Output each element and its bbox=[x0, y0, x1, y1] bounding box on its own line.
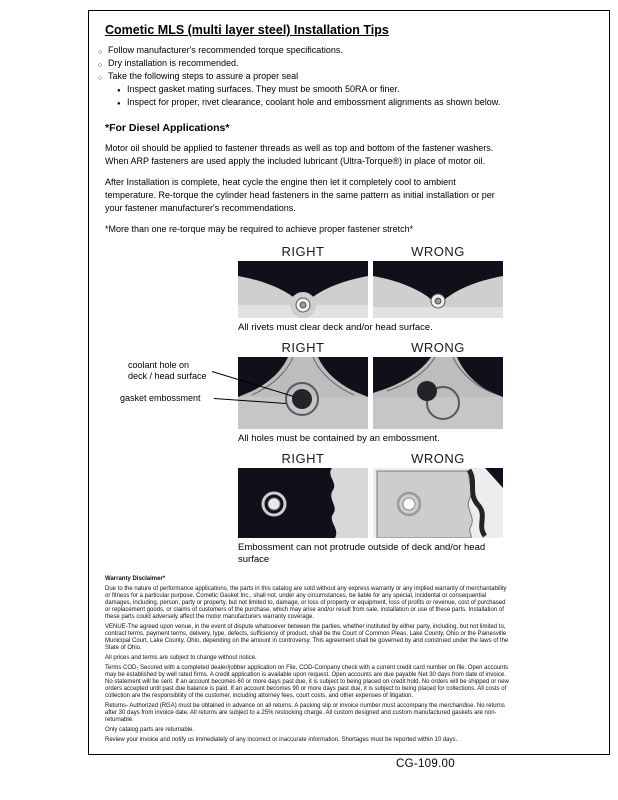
tip-text: Dry installation is recommended. bbox=[108, 58, 239, 68]
diesel-paragraph-3: *More than one re-torque may be required to achieve proper fastener stretch* bbox=[105, 224, 414, 234]
sub-tip-text: Inspect gasket mating surfaces. They must be smooth 50RA or finer. bbox=[127, 84, 400, 94]
wrong-label: WRONG bbox=[411, 244, 465, 259]
tip-item bbox=[98, 57, 595, 70]
diagram-row-embossment bbox=[238, 451, 538, 566]
embossment-caption: Embossment can not protrude outside of deck and/or head surface bbox=[238, 542, 486, 565]
legal-heading: Warranty Disclaimer* bbox=[105, 576, 166, 582]
diagram-row-rivets bbox=[238, 244, 538, 334]
right-label: RIGHT bbox=[281, 244, 325, 259]
wrong-label: WRONG bbox=[411, 340, 465, 355]
document-code: CG-109.00 bbox=[396, 758, 455, 770]
hole-embossment-right-diagram bbox=[238, 357, 368, 429]
diesel-paragraph-1: Motor oil should be applied to fastener threads as well as top and bottom of the fastener washers. When ARP fasteners are used apply the included lubricant (Ultra-Torque®) in place of motor oil. bbox=[105, 143, 494, 166]
diagram-labels bbox=[238, 340, 503, 355]
diesel-heading: *For Diesel Applications* bbox=[105, 122, 230, 134]
embossment-right-diagram bbox=[238, 468, 368, 538]
diagram-panels bbox=[238, 468, 538, 538]
right-label: RIGHT bbox=[281, 451, 325, 466]
content-frame bbox=[88, 10, 610, 755]
legal-paragraph: Terms COD- Secured with a completed dealer/jobber application on File, COD-Company check with a current credit card number on file. Open accounts may be established by well rated firms. A credit application is available upon request. Open accounts are due payable Net 30 days from date of invoice. No statement will be sent. If an account becomes 60 or more days past due, it is subject to being placed on credit hold. No orders will be shipped or new orders accepted until past due balance is paid. If an account becomes 90 or more days past due, it is subject to being placed for collections. All costs of collection are the responsibility of the customer, including attorney fees, court costs, and other expenses of litigation. bbox=[105, 665, 509, 699]
tip-text: Take the following steps to assure a proper seal bbox=[108, 71, 299, 81]
tips-list bbox=[98, 44, 595, 109]
sub-tip-item bbox=[117, 83, 595, 96]
right-label: RIGHT bbox=[281, 340, 325, 355]
legal-paragraph: VENUE-The agreed upon venue, in the event of dispute whatsoever between the parties, whether instituted by either party, including, but not limited to, contract terms, payment terms, delivery, type, defects, sufficiency of product, shall be the Court of Common Pleas, Lake County, Ohio or the Painesville Municipal Court, Lake County, Ohio, depending on the amount in controversy. This agreement shall be governed by and construed under the laws of the State of Ohio. bbox=[105, 624, 509, 651]
diagram-labels bbox=[238, 451, 503, 466]
legal-section bbox=[105, 576, 509, 744]
sub-tips-list bbox=[117, 83, 595, 109]
page-title: Cometic MLS (multi layer steel) Installation Tips bbox=[105, 23, 389, 37]
rivet-caption: All rivets must clear deck and/or head surface. bbox=[238, 322, 433, 333]
sub-tip-item bbox=[117, 96, 595, 109]
diesel-paragraph-2: After Installation is complete, heat cycle the engine then let it completely cool to ambient temperature. Re-torque the cylinder head fasteners in the same pattern as initial installation or per your fastener manufacturer's recommendations. bbox=[105, 177, 495, 213]
legal-paragraph: Only catalog parts are returnable. bbox=[105, 727, 195, 733]
legal-paragraph: All prices and terms are subject to change without notice. bbox=[105, 655, 257, 661]
tip-text: Follow manufacturer's recommended torque specifications. bbox=[108, 45, 343, 55]
legal-paragraph: Review your invoice and notify us immediately of any incorrect or inaccurate information. Shortages must be reported within 10 days. bbox=[105, 737, 458, 743]
hole-caption: All holes must be contained by an embossment. bbox=[238, 433, 440, 444]
rivet-clearance-right-diagram bbox=[238, 261, 368, 318]
tip-item bbox=[98, 44, 595, 57]
tip-item bbox=[98, 70, 595, 109]
sub-tip-text: Inspect for proper, rivet clearance, coolant hole and embossment alignments as shown below. bbox=[127, 97, 501, 107]
legal-paragraph: Due to the nature of performance applications, the parts in this catalog are sold without any express warranty or any implied warranty of merchantability or fitness for a particular purpose. Cometic Gasket Inc., shall not, under any circumstances, be liable for any special, incidental or consequential damages, including, person, party or property, but not limited to, damage, or loss of property or equipment, loss of profits or revenue, cost of purchased or replacement goods, or claims of customers of the purchase, which may arise and/or result from sale, installation or use of these parts. Installation of these parts could adversely affect the motor manufacturers warranty coverage. bbox=[105, 586, 507, 620]
diagram-row-holes bbox=[120, 340, 538, 445]
rivet-clearance-wrong-diagram bbox=[373, 261, 503, 318]
callout-coolant-hole: coolant hole on deck / head surface bbox=[128, 360, 207, 381]
wrong-label: WRONG bbox=[411, 451, 465, 466]
diagram-panels bbox=[238, 261, 538, 318]
diagram-labels bbox=[238, 244, 503, 259]
embossment-wrong-diagram bbox=[373, 468, 503, 538]
diagram-section bbox=[120, 244, 538, 566]
hole-embossment-wrong-diagram bbox=[373, 357, 503, 429]
callout-gasket-embossment: gasket embossment bbox=[120, 393, 201, 403]
legal-paragraph: Returns- Authorized (RGA) must be obtained in advance on all returns. A packing slip or invoice number must accompany the merchandise. No returns after 30 days from invoice date. All returns are subject to a 25% restocking charge. All custom designed and custom manufactured gaskets are non-returnable. bbox=[105, 703, 505, 723]
